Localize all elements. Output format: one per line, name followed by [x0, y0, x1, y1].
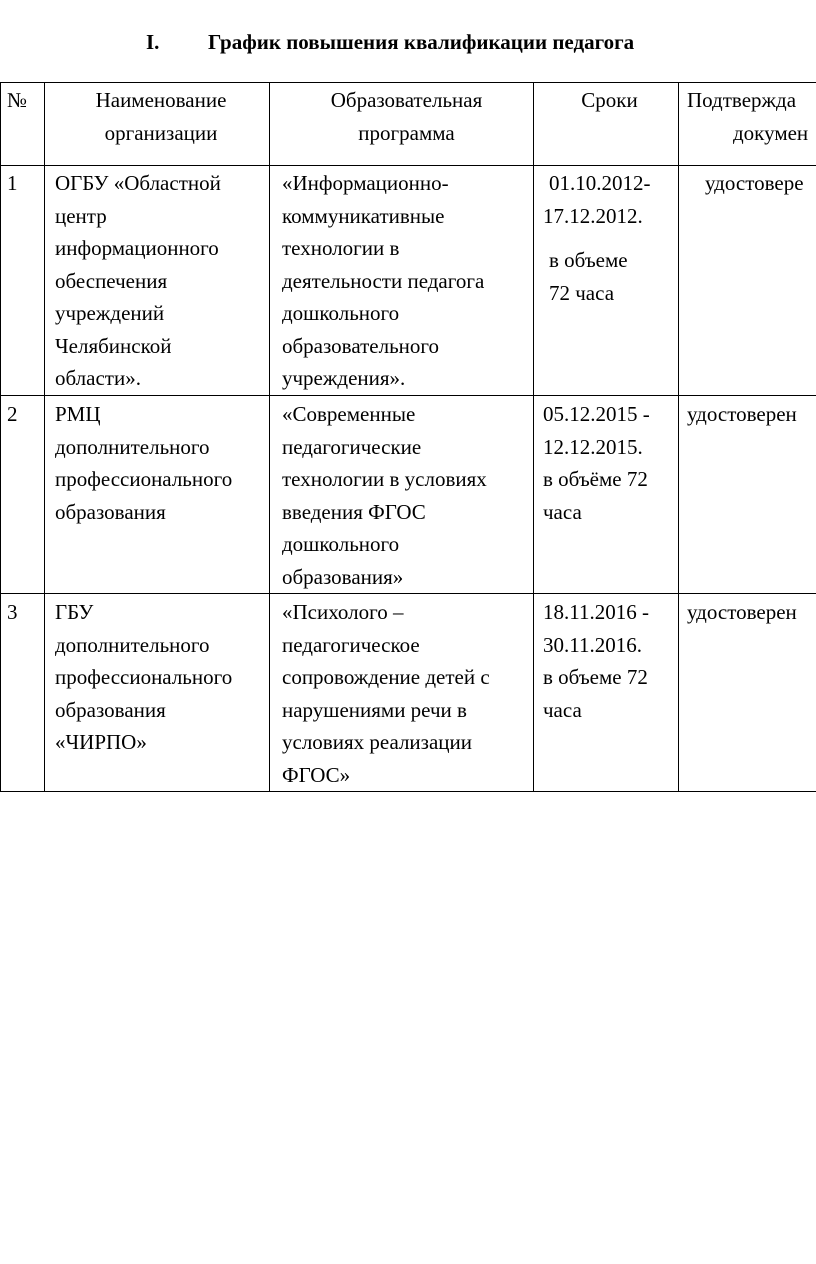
row-number: 3: [1, 594, 45, 792]
row-program: «Психолого – педагогическое сопровождение детей с нарушениями речи в условиях реализации ФГОС»: [270, 594, 534, 792]
qualification-table: [0, 82, 816, 792]
row-organization: ОГБУ «Областной центр информационного обеспечения учреждений Челябинской области».: [45, 166, 270, 396]
title-number: I.: [146, 30, 160, 54]
header-number: №: [1, 83, 45, 166]
table-header-row: [1, 83, 816, 166]
table-row: [1, 396, 816, 594]
table-row: [1, 594, 816, 792]
header-dates: Сроки: [534, 83, 679, 166]
header-document: Подтвержда докумен: [679, 83, 816, 166]
row-dates: 18.11.2016 - 30.11.2016. в объеме 72 часа: [534, 594, 679, 792]
row-document: удостовере: [679, 166, 816, 396]
row-organization: РМЦ дополнительного профессионального образования: [45, 396, 270, 594]
row-program: «Современные педагогические технологии в условиях введения ФГОС дошкольного образования»: [270, 396, 534, 594]
row-organization: ГБУ дополнительного профессионального образования «ЧИРПО»: [45, 594, 270, 792]
row-document: удостоверен: [679, 396, 816, 594]
page-title: [0, 30, 816, 62]
header-program: Образовательная программа: [270, 83, 534, 166]
title-text: График повышения квалификации педагога: [208, 30, 635, 54]
row-program: «Информационно- коммуникативные технологии в деятельности педагога дошкольного образовательного учреждения».: [270, 166, 534, 396]
qualification-table-container: [0, 82, 816, 792]
table-row: [1, 166, 816, 396]
row-number: 2: [1, 396, 45, 594]
row-dates: 05.12.2015 - 12.12.2015. в объёме 72 часа: [534, 396, 679, 594]
row-document: удостоверен: [679, 594, 816, 792]
row-dates: 01.10.2012- 17.12.2012. в объеме 72 часа: [534, 166, 679, 396]
row-number: 1: [1, 166, 45, 396]
header-organization: Наименование организации: [45, 83, 270, 166]
